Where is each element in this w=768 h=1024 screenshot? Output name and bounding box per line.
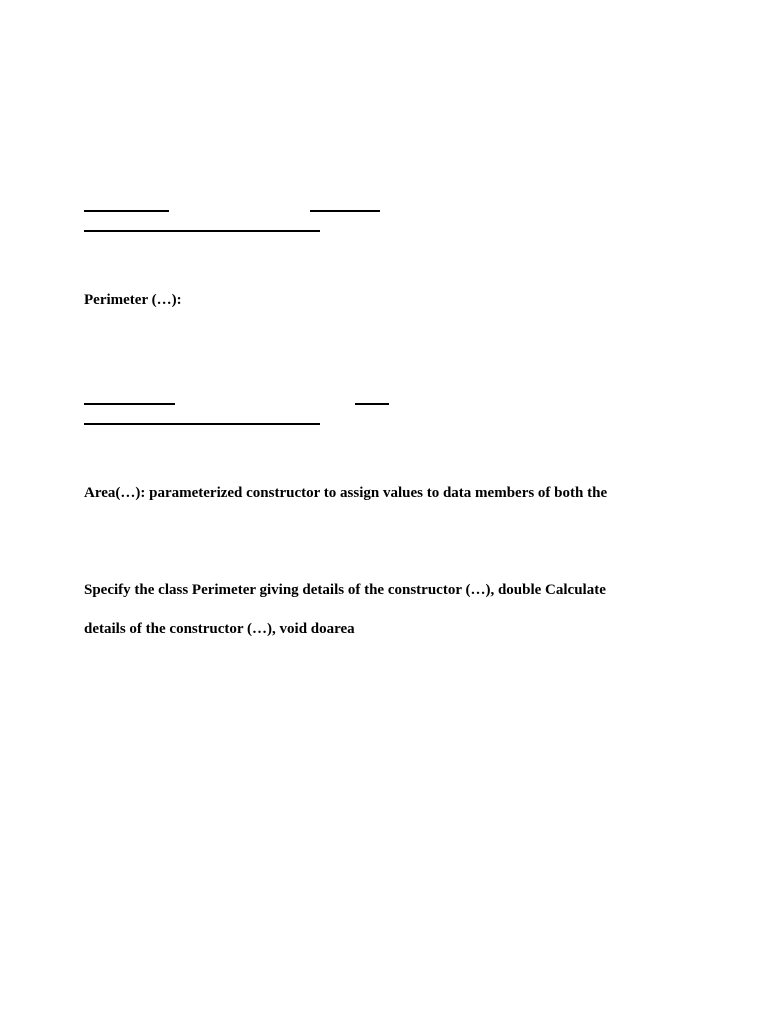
rule-2a: [84, 403, 175, 405]
rule-1b: [310, 210, 380, 212]
perimeter-heading: Perimeter (…):: [84, 292, 182, 308]
rule-1c: [84, 230, 320, 232]
rule-2b: [355, 403, 389, 405]
rule-2c: [84, 423, 320, 425]
spec-line-1: Specify the class Perimeter giving details of the constructor (…), double Calculate: [84, 582, 606, 598]
spec-line-2: details of the constructor (…), void doarea: [84, 621, 355, 637]
area-heading: Area(…): parameterized constructor to assign values to data members of both the: [84, 485, 608, 501]
rule-1a: [84, 210, 169, 212]
